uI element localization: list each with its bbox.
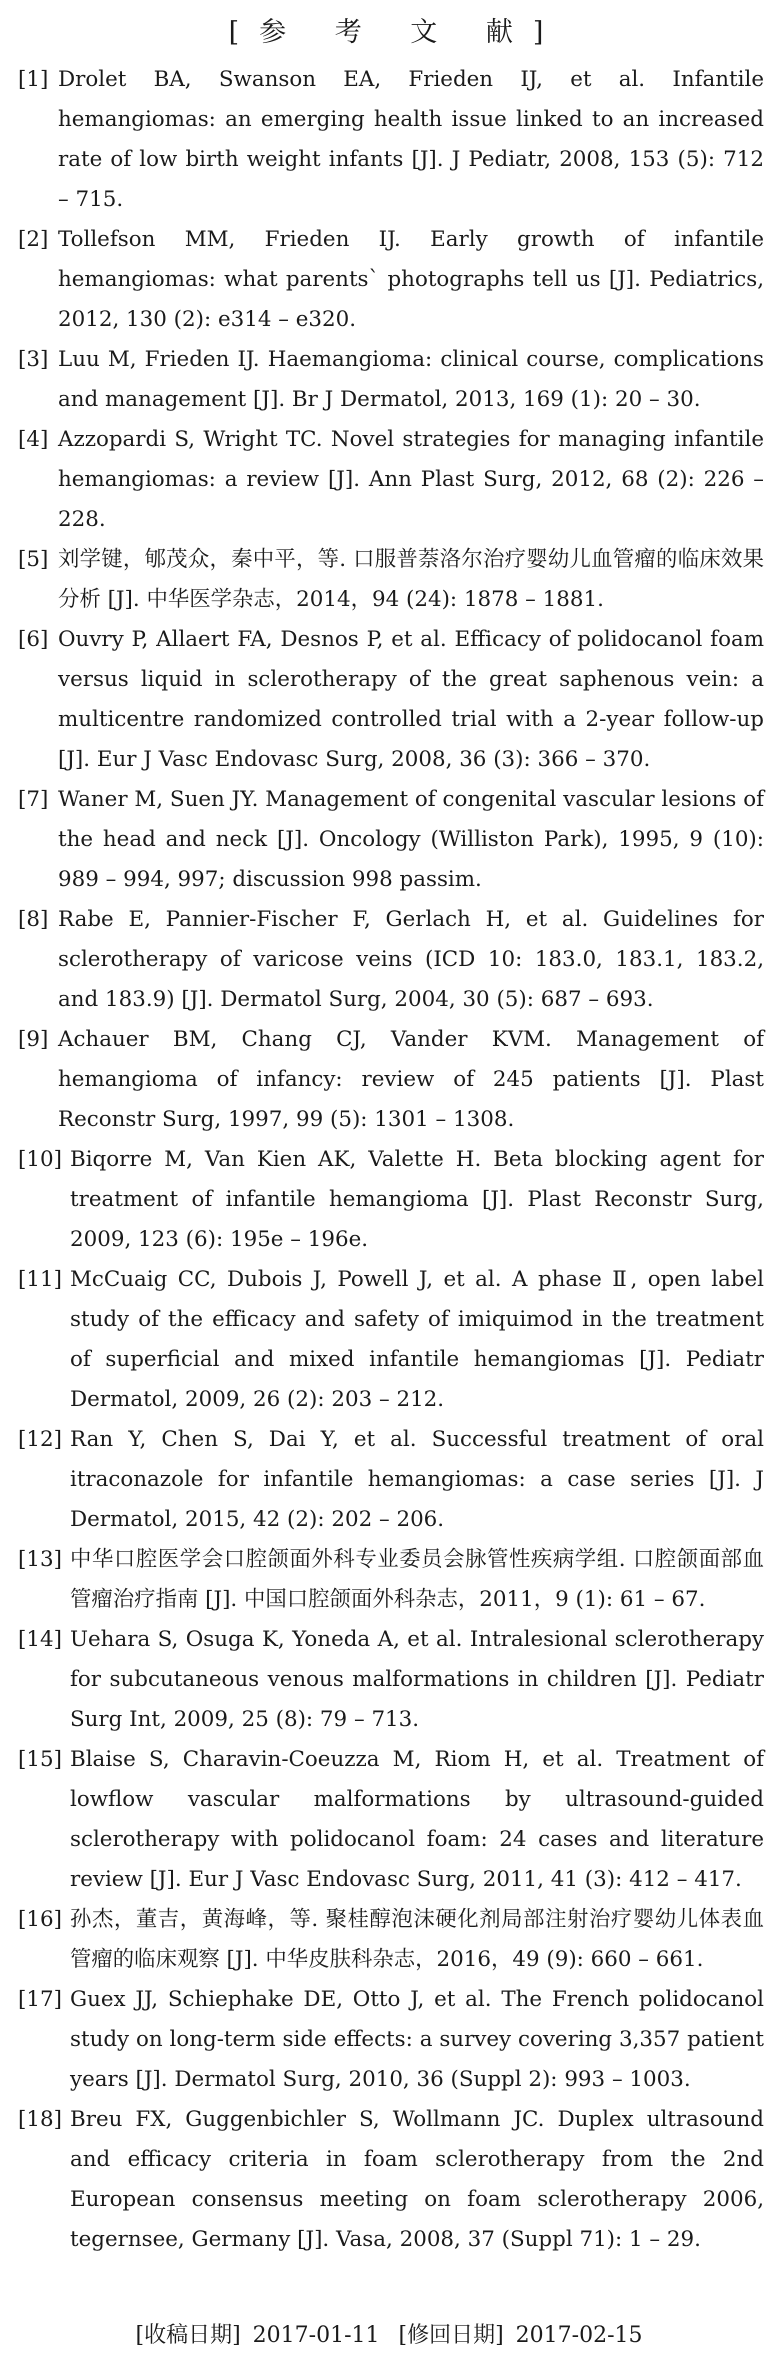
reference-text: Ran Y, Chen S, Dai Y, et al. Successful treatment of oral itraconazole for infantile hemangiomas: a case series [J]. J Dermatol, 2015, 42 (2): 202 – 206. [70,1427,764,1532]
reference-item [18,540,764,620]
reference-text: 刘学键，郇茂众，秦中平，等. 口服普萘洛尔治疗婴幼儿血管瘤的临床效果分析 [J]. 中华医学杂志，2014，94 (24): 1878 – 1881. [58,547,764,612]
reference-number: [9] [18,1027,49,1052]
reference-text: Waner M, Suen JY. Management of congenital vascular lesions of the head and neck [J]. Oncology (Williston Park), 1995, 9 (10): 989 – 994, 997; discussion 998 passim. [58,787,764,892]
references-heading: [参 考 文 献] [228,17,564,48]
reference-item [18,60,764,220]
reference-text: 孙杰，董吉，黄海峰，等. 聚桂醇泡沫硬化剂局部注射治疗婴幼儿体表血管瘤的临床观察 [J]. 中华皮肤科杂志，2016，49 (9): 660 – 661. [70,1907,764,1972]
reference-item [18,1420,764,1540]
reference-text: Breu FX, Guggenbichler S, Wollmann JC. Duplex ultrasound and efficacy criteria in foam sclerotherapy from the 2nd European consensus meeting on foam sclerotherapy 2006, tegernsee, Germany [J]. Vasa, 2008, 37 (Suppl 71): 1 – 29. [70,2107,764,2252]
reference-number: [1] [18,67,49,92]
reference-item [18,1900,764,1980]
reference-number: [16] [18,1907,62,1932]
reference-item [18,1740,764,1900]
reference-item [18,220,764,340]
reference-text: Blaise S, Charavin-Coeuzza M, Riom H, et al. Treatment of lowflow vascular malformations by ultrasound-guided sclerotherapy with polidocanol foam: 24 cases and literature review [J]. Eur J Vasc Endovasc Surg, 2011, 41 (3): 412 – 417. [70,1747,764,1892]
reference-number: [3] [18,347,49,372]
reference-item [18,1620,764,1740]
reference-item [18,420,764,540]
reference-number: [12] [18,1427,62,1452]
reference-number: [5] [18,547,49,572]
reference-text: Guex JJ, Schiephake DE, Otto J, et al. The French polidocanol study on long-term side effects: a survey covering 3,357 patient years [J]. Dermatol Surg, 2010, 36 (Suppl 2): 993 – 1003. [70,1987,764,2092]
reference-number: [14] [18,1627,62,1652]
reference-text: Tollefson MM, Frieden IJ. Early growth of infantile hemangiomas: what parents` photographs tell us [J]. Pediatrics, 2012, 130 (2): e314 – e320. [58,227,764,332]
reference-text: Drolet BA, Swanson EA, Frieden IJ, et al. Infantile hemangiomas: an emerging health issue linked to an increased rate of low birth weight infants [J]. J Pediatr, 2008, 153 (5): 712 – 715. [58,67,764,212]
reference-number: [17] [18,1987,62,2012]
reference-text: Uehara S, Osuga K, Yoneda A, et al. Intralesional sclerotherapy for subcutaneous venous malformations in children [J]. Pediatr Surg Int, 2009, 25 (8): 79 – 713. [70,1627,764,1732]
reference-item [18,620,764,780]
reference-text: 中华口腔医学会口腔颌面外科专业委员会脉管性疾病学组. 口腔颌面部血管瘤治疗指南 [J]. 中国口腔颌面外科杂志，2011，9 (1): 61 – 67. [70,1547,764,1612]
reference-number: [11] [18,1267,62,1292]
reference-item [18,340,764,420]
reference-text: Rabe E, Pannier-Fischer F, Gerlach H, et al. Guidelines for sclerotherapy of varicose veins (ICD 10: 183.0, 183.1, 183.2, and 183.9) [J]. Dermatol Surg, 2004, 30 (5): 687 – 693. [58,907,764,1012]
revised-date-label: [修回日期] [398,2323,504,2348]
reference-number: [18] [18,2107,62,2132]
reference-item [18,2100,764,2260]
reference-text: Azzopardi S, Wright TC. Novel strategies for managing infantile hemangiomas: a review [J]. Ann Plast Surg, 2012, 68 (2): 226 – 228. [58,427,764,532]
reference-number: [15] [18,1747,62,1772]
reference-number: [2] [18,227,49,252]
reference-text: Luu M, Frieden IJ. Haemangioma: clinical course, complications and management [J]. Br J Dermatol, 2013, 169 (1): 20 – 30. [58,347,764,412]
reference-number: [4] [18,427,49,452]
reference-item [18,900,764,1020]
reference-text: Achauer BM, Chang CJ, Vander KVM. Management of hemangioma of infancy: review of 245 patients [J]. Plast Reconstr Surg, 1997, 99 (5): 1301 – 1308. [58,1027,764,1132]
reference-number: [10] [18,1147,62,1172]
reference-number: [6] [18,627,49,652]
reference-item [18,780,764,900]
reference-item [18,1140,764,1260]
reference-item [18,1980,764,2100]
reference-text: Biqorre M, Van Kien AK, Valette H. Beta blocking agent for treatment of infantile hemangioma [J]. Plast Reconstr Surg, 2009, 123 (6): 195e – 196e. [70,1147,764,1252]
reference-number: [7] [18,787,49,812]
reference-number: [13] [18,1547,62,1572]
reference-item [18,1020,764,1140]
reference-text: McCuaig CC, Dubois J, Powell J, et al. A phase Ⅱ, open label study of the efficacy and safety of imiquimod in the treatment of superficial and mixed infantile hemangiomas [J]. Pediatr Dermatol, 2009, 26 (2): 203 – 212. [70,1267,764,1412]
reference-list [18,60,764,2260]
reference-number: [8] [18,907,49,932]
reference-item [18,1260,764,1420]
received-date-label: [收稿日期] [135,2323,241,2348]
revised-date: 2017-02-15 [515,2323,643,2348]
received-date: 2017-01-11 [252,2323,380,2348]
reference-text: Ouvry P, Allaert FA, Desnos P, et al. Efficacy of polidocanol foam versus liquid in sclerotherapy of the great saphenous vein: a multicentre randomized controlled trial with a 2-year follow-up [J]. Eur J Vasc Endovasc Surg, 2008, 36 (3): 366 – 370. [58,627,764,772]
manuscript-dates [0,2318,778,2354]
reference-item [18,1540,764,1620]
